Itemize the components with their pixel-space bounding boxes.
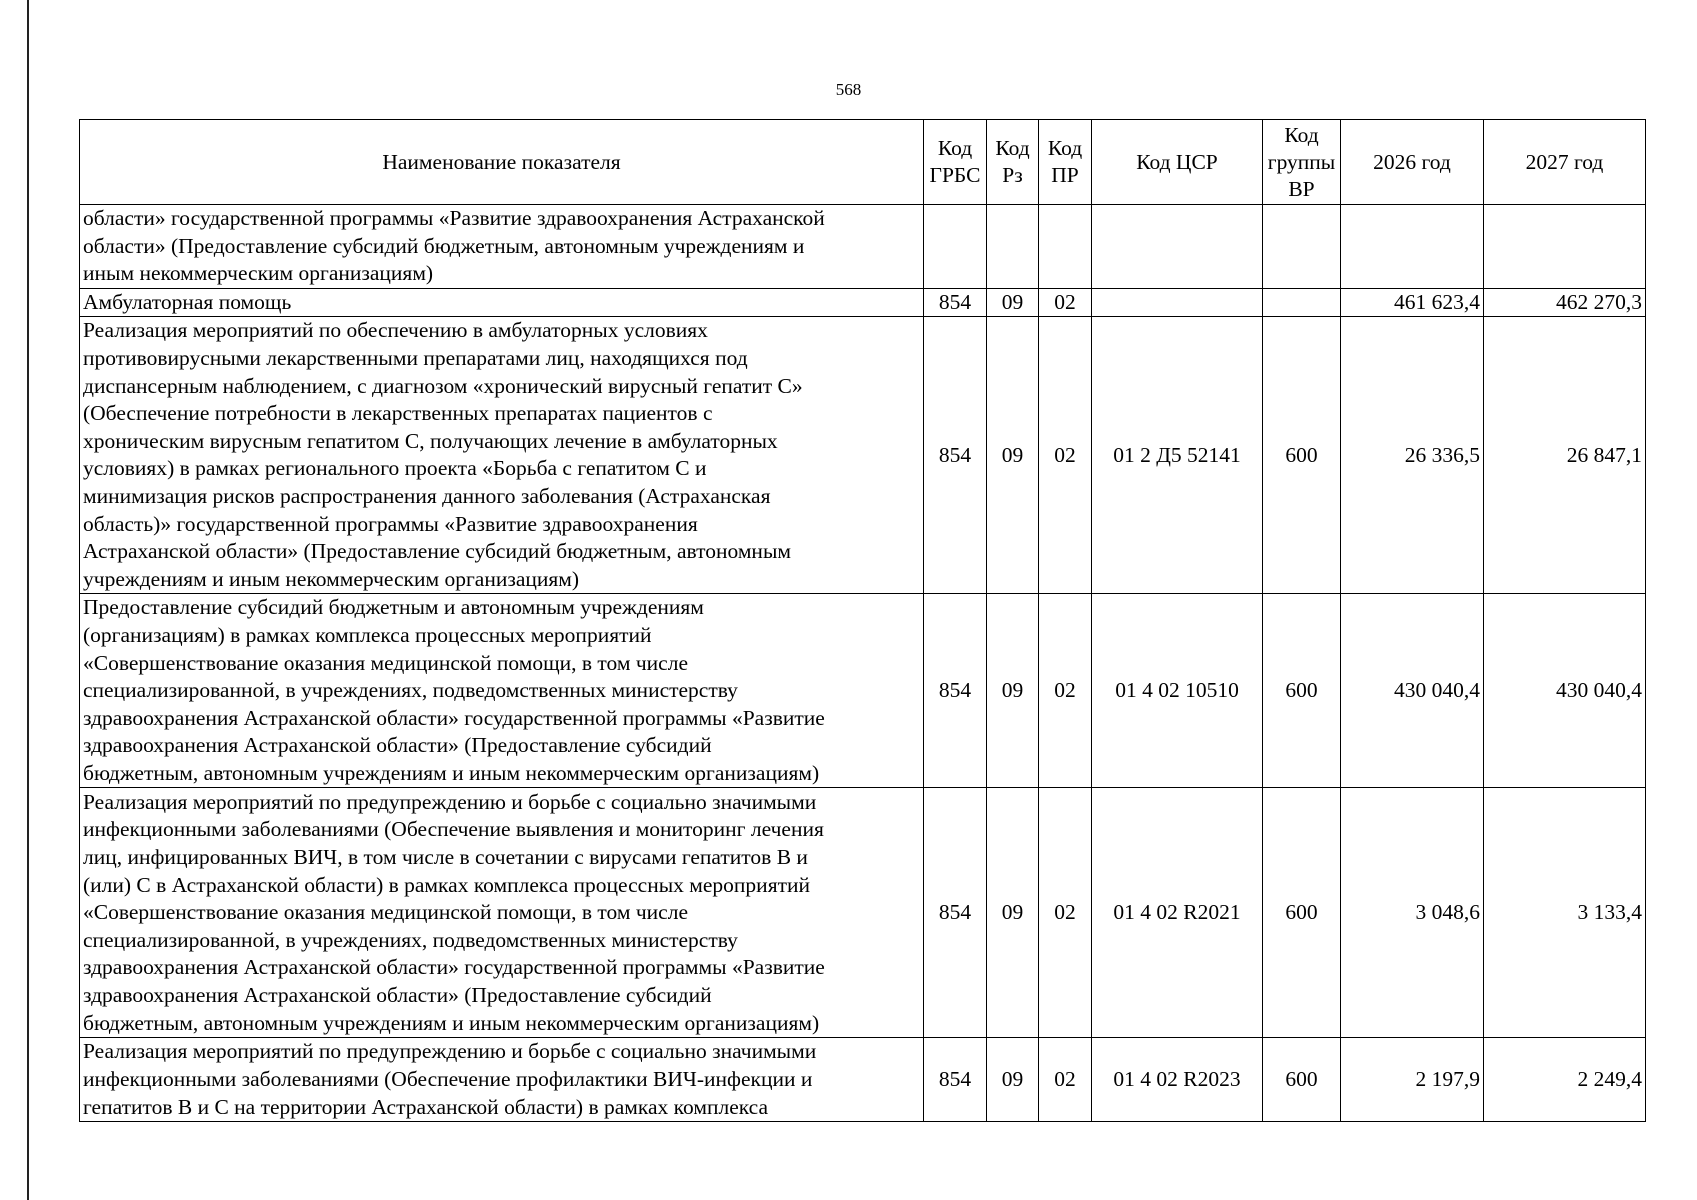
budget-table	[79, 119, 1646, 1122]
cell-name-line: Предоставление субсидий бюджетным и автономным учреждениям	[83, 595, 704, 620]
cell-vr: 600	[1263, 788, 1341, 1038]
header-pr	[1039, 120, 1092, 205]
cell-name-line: иным некоммерческим организациям)	[83, 261, 434, 286]
header-vr-line: Код	[1284, 122, 1319, 147]
cell-csr: 01 4 02 R2023	[1092, 1038, 1263, 1122]
cell-name-line: области» государственной программы «Развитие здравоохранения Астраханской	[83, 206, 825, 230]
header-rz-line: Код	[995, 136, 1030, 160]
cell-name-line: Реализация мероприятий по предупреждению и борьбе с социально значимыми	[83, 789, 817, 814]
cell-name-line: область)» государственной программы «Развитие здравоохранения	[83, 511, 698, 536]
cell-vr	[1263, 205, 1341, 289]
cell-vr: 600	[1263, 594, 1341, 788]
cell-name-line: специализированной, в учреждениях, подведомственных министерству	[83, 678, 738, 703]
cell-grbs: 854	[924, 788, 987, 1038]
cell-2027	[1484, 205, 1646, 289]
header-vr-line: группы	[1267, 149, 1336, 174]
cell-name-line: Астраханской области» (Предоставление субсидий бюджетным, автономным	[83, 539, 791, 564]
cell-name-line: лиц, инфицированных ВИЧ, в том числе в сочетании с вирусами гепатитов В и	[83, 844, 808, 869]
cell-name-line: области» (Предоставление субсидий бюджетным, автономным учреждениям и	[83, 233, 805, 258]
cell-name-line: специализированной, в учреждениях, подведомственных министерству	[83, 927, 738, 952]
cell-name-line: здравоохранения Астраханской области» (Предоставление субсидий	[83, 733, 712, 758]
cell-rz: 09	[987, 1038, 1039, 1122]
cell-name-line: условиях) в рамках регионального проекта «Борьба с гепатитом С и	[83, 456, 707, 481]
cell-name-line: минимизация рисков распространения данного заболевания (Астраханская	[83, 483, 771, 508]
cell-name	[80, 1038, 924, 1122]
table-row	[80, 788, 1646, 1038]
cell-csr	[1092, 288, 1263, 317]
cell-name-line: (Обеспечение потребности в лекарственных препаратах пациентов с	[83, 401, 713, 426]
cell-pr: 02	[1039, 317, 1092, 594]
cell-2026: 430 040,4	[1341, 594, 1484, 788]
cell-name-line: диспансерным наблюдением, с диагнозом «хронический вирусный гепатит С»	[83, 373, 803, 398]
cell-grbs: 854	[924, 317, 987, 594]
page-number: 568	[835, 80, 862, 99]
cell-name	[80, 594, 924, 788]
cell-name-line: инфекционными заболеваниями (Обеспечение профилактики ВИЧ-инфекции и	[83, 1067, 813, 1092]
header-csr: Код ЦСР	[1092, 120, 1263, 205]
header-pr-line: ПР	[1051, 163, 1079, 187]
cell-2026: 461 623,4	[1341, 288, 1484, 317]
cell-name-line: здравоохранения Астраханской области» государственной программы «Развитие	[83, 705, 825, 730]
cell-2027: 462 270,3	[1484, 288, 1646, 317]
cell-name	[80, 288, 924, 317]
cell-name-line: гепатитов В и С на территории Астраханской области) в рамках комплекса	[83, 1094, 769, 1119]
header-vr-line: ВР	[1288, 176, 1315, 201]
header-grbs-line: Код	[937, 136, 973, 160]
cell-name-line: бюджетным, автономным учреждениям и иным некоммерческим организациям)	[83, 760, 820, 785]
cell-pr: 02	[1039, 288, 1092, 317]
cell-rz	[987, 205, 1039, 289]
header-2026: 2026 год	[1341, 120, 1484, 205]
header-rz-line: Рз	[1002, 163, 1023, 187]
cell-csr	[1092, 205, 1263, 289]
cell-name-line: бюджетным, автономным учреждениям и иным некоммерческим организациям)	[83, 1010, 820, 1035]
cell-name-line: (организациям) в рамках комплекса процессных мероприятий	[83, 622, 652, 647]
cell-name-line: инфекционными заболеваниями (Обеспечение выявления и мониторинг лечения	[83, 817, 824, 842]
cell-name-line: Амбулаторная помощь	[83, 289, 292, 314]
cell-csr: 01 2 Д5 52141	[1092, 317, 1263, 594]
cell-rz: 09	[987, 594, 1039, 788]
cell-2026: 2 197,9	[1341, 1038, 1484, 1122]
cell-rz: 09	[987, 788, 1039, 1038]
cell-name-line: «Совершенствование оказания медицинской помощи, в том числе	[83, 650, 688, 675]
cell-name-line: здравоохранения Астраханской области» (Предоставление субсидий	[83, 982, 712, 1007]
table-row	[80, 1038, 1646, 1122]
header-2027: 2027 год	[1484, 120, 1646, 205]
cell-csr: 01 4 02 R2021	[1092, 788, 1263, 1038]
cell-2027: 2 249,4	[1484, 1038, 1646, 1122]
cell-pr: 02	[1039, 594, 1092, 788]
cell-vr: 600	[1263, 317, 1341, 594]
cell-2026: 26 336,5	[1341, 317, 1484, 594]
header-pr-line: Код	[1047, 136, 1083, 160]
header-rz	[987, 120, 1039, 205]
cell-name-line: Реализация мероприятий по предупреждению и борьбе с социально значимыми	[83, 1039, 817, 1064]
cell-name-line: здравоохранения Астраханской области» государственной программы «Развитие	[83, 955, 825, 980]
cell-vr	[1263, 288, 1341, 317]
cell-pr	[1039, 205, 1092, 289]
cell-rz: 09	[987, 288, 1039, 317]
cell-name-line: противовирусными лекарственными препаратами лиц, находящихся под	[83, 345, 748, 370]
table-row	[80, 288, 1646, 317]
cell-csr: 01 4 02 10510	[1092, 594, 1263, 788]
cell-2027: 3 133,4	[1484, 788, 1646, 1038]
cell-name	[80, 317, 924, 594]
header-grbs	[924, 120, 987, 205]
cell-name	[80, 788, 924, 1038]
cell-rz: 09	[987, 317, 1039, 594]
cell-2027: 26 847,1	[1484, 317, 1646, 594]
cell-vr: 600	[1263, 1038, 1341, 1122]
table-header-row	[80, 120, 1646, 205]
cell-grbs	[924, 205, 987, 289]
table-row	[80, 317, 1646, 594]
cell-name	[80, 205, 924, 289]
cell-name-line: Реализация мероприятий по обеспечению в амбулаторных условиях	[83, 318, 708, 343]
cell-name-line: (или) С в Астраханской области) в рамках комплекса процессных мероприятий	[83, 872, 810, 897]
cell-2026	[1341, 205, 1484, 289]
cell-name-line: «Совершенствование оказания медицинской помощи, в том числе	[83, 900, 688, 925]
cell-grbs: 854	[924, 594, 987, 788]
cell-grbs: 854	[924, 1038, 987, 1122]
cell-pr: 02	[1039, 788, 1092, 1038]
cell-grbs: 854	[924, 288, 987, 317]
cell-name-line: учреждениям и иным некоммерческим организациям)	[83, 566, 580, 591]
binding-line	[27, 0, 29, 1200]
table-row	[80, 594, 1646, 788]
table-row	[80, 205, 1646, 289]
header-name: Наименование показателя	[80, 120, 924, 205]
cell-name-line: хроническим вирусным гепатитом С, получающих лечение в амбулаторных	[83, 428, 778, 453]
header-grbs-line: ГРБС	[929, 163, 981, 187]
cell-pr: 02	[1039, 1038, 1092, 1122]
header-vr	[1263, 120, 1341, 205]
cell-2026: 3 048,6	[1341, 788, 1484, 1038]
cell-2027: 430 040,4	[1484, 594, 1646, 788]
